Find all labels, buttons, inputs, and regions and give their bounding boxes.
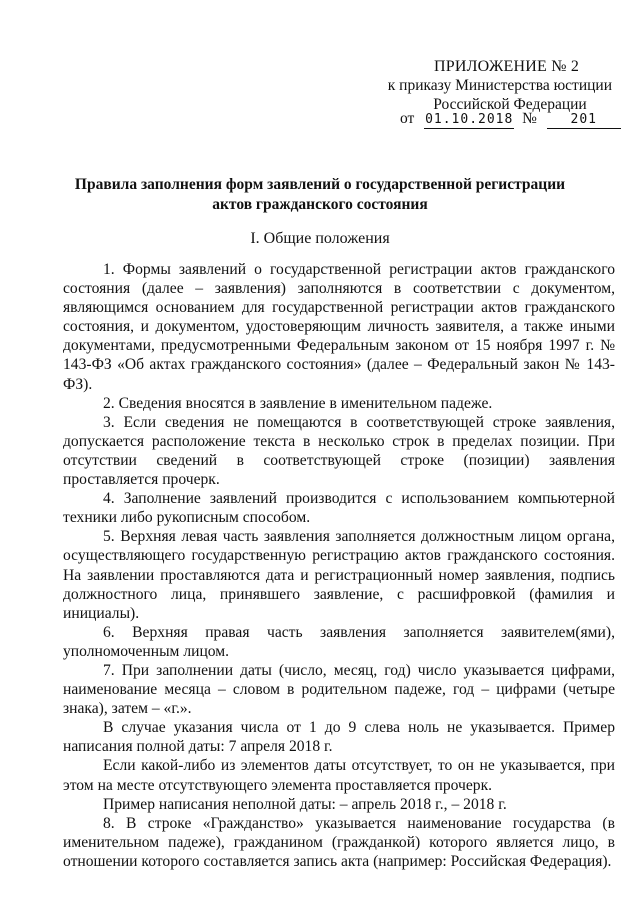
appendix-block — [380, 57, 630, 114]
paragraph: 7. При заполнении даты (число, месяц, год) число указывается цифрами, наименование месяца – словом в родительном падеже, год – цифрами (четыре знака), затем – «г.». — [63, 661, 615, 718]
paragraph: 1. Формы заявлений о государственной регистрации актов гражданского состояния (далее – заявления) заполняются в соответствии с документом, являющимся основанием для государственной регистрации актов гражданского состояния, и документом, удостоверяющим личность заявителя, а также иными документами, предусмотренными Федеральным законом от 15 ноября 1997 г. № 143-ФЗ «Об актах гражданского состояния» (далее – Федеральный закон № 143-ФЗ). — [63, 261, 615, 393]
order-number: 201 — [547, 112, 621, 129]
paragraph: 6. Верхняя правая часть заявления заполняется заявителем(ями), уполномоченным лицом. — [63, 623, 615, 660]
document-body — [63, 260, 615, 871]
order-reference-line2: Российской Федерации — [433, 96, 587, 113]
paragraph: 3. Если сведения не помещаются в соответствующей строке заявления, допускается расположение текста в несколько строк в пределах позиции. При отсутствии сведений в соответствующей строке (позиции) заявления проставляется прочерк. — [63, 413, 615, 489]
paragraph: Пример написания неполной даты: – апрель 2018 г., – 2018 г. — [103, 795, 507, 813]
appendix-title: ПРИЛОЖЕНИЕ № 2 — [434, 58, 580, 75]
paragraph: 5. Верхняя левая часть заявления заполняется должностным лицом органа, осуществляющего государственную регистрацию актов гражданского состояния. На заявлении проставляются дата и регистрационный номер заявления, подпись должностного лица, принявшего заявление, с расшифровкой (фамилия и инициалы). — [63, 528, 615, 622]
paragraph: В случае указания числа от 1 до 9 слева ноль не указывается. Пример написания полной даты: 7 апреля 2018 г. — [63, 719, 615, 756]
order-date-number-line — [400, 110, 621, 129]
document-title-line2: актов гражданского состояния — [212, 196, 428, 213]
date-prefix: от — [400, 110, 415, 127]
paragraph: 2. Сведения вносятся в заявление в именительном падеже. — [103, 394, 493, 412]
order-reference-line1: к приказу Министерства юстиции — [387, 77, 612, 94]
paragraph: Если какой-либо из элементов даты отсутствует, то он не указывается, при этом на месте отсутствующего элемента проставляется прочерк. — [63, 757, 615, 794]
document-title-line1: Правила заполнения форм заявлений о государственной регистрации — [74, 176, 566, 193]
section-heading: I. Общие положения — [250, 230, 390, 247]
order-date: 01.10.2018 — [425, 112, 514, 127]
paragraph: 8. В строке «Гражданство» указывается наименование государства (в именительном падеже), гражданином (гражданкой) которого является лицо, в отношении которого составляется запись акта (например: Российская Федерация). — [63, 814, 615, 870]
number-prefix: № — [522, 110, 537, 127]
paragraph: 4. Заполнение заявлений производится с использованием компьютерной техники либо рукописным способом. — [63, 490, 615, 527]
document-title — [40, 175, 600, 215]
